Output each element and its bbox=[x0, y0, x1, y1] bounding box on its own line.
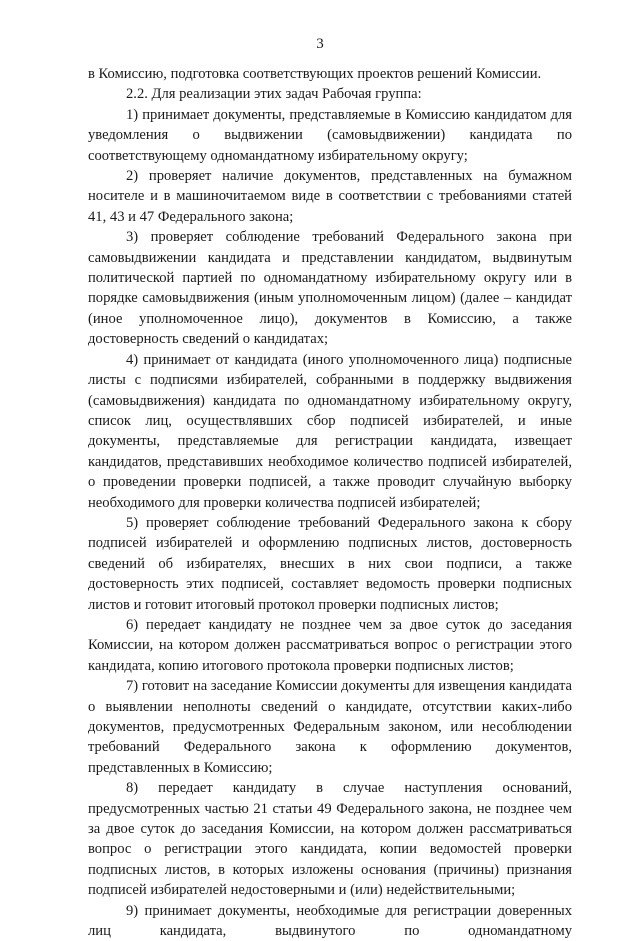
paragraph-item-3: 3) проверяет соблюдение требований Федерального закона при самовыдвижении кандидата и представлении кандидатом, выдвинутым политической партией по одномандатному избирательному округу или в порядке самовыдвижения (иным уполномоченным лицом) (далее – кандидат (иное уполномоченное лицо), документов в Комиссию, а также достоверность сведений о кандидатах; bbox=[88, 229, 572, 348]
document-body bbox=[88, 64, 572, 941]
paragraph-item-8: 8) передает кандидату в случае наступления оснований, предусмотренных частью 21 статьи 49 Федерального закона, не позднее чем за двое суток до заседания Комиссии, на котором должен рассматриваться вопрос о регистрации этого кандидата, копии ведомостей проверки подписных листов, в которых изложены основания (причины) признания подписей избирателей недостоверными и (или) недействительными; bbox=[88, 780, 572, 899]
paragraph-continuation: в Комиссию, подготовка соответствующих проектов решений Комиссии. bbox=[88, 66, 542, 82]
paragraph-item-2: 2) проверяет наличие документов, представленных на бумажном носителе и в машиночитаемом виде в соответствии с требованиями статей 41, 43 и 47 Федерального закона; bbox=[88, 168, 572, 225]
paragraph-item-9: 9) принимает документы, необходимые для регистрации доверенных лиц кандидата, выдвинутого по одномандатному bbox=[88, 902, 572, 940]
paragraph-item-6: 6) передает кандидату не позднее чем за двое суток до заседания Комиссии, на котором должен рассматриваться вопрос о регистрации этого кандидата, копию итогового протокола проверки подписных листов; bbox=[88, 616, 572, 674]
paragraph-item-1: 1) принимает документы, представляемые в Комиссию кандидатом для уведомления о выдвижении (самовыдвижении) кандидата по соответствующему одномандатному избирательному округу; bbox=[88, 106, 572, 164]
paragraph-item-7: 7) готовит на заседание Комиссии документы для извещения кандидата о выявлении неполноты сведений о кандидате, отсутствии каких-либо документов, предусмотренных Федеральным законом, или несоблюдении требований Федерального закона к оформлению документов, представленных в Комиссию; bbox=[88, 678, 572, 776]
paragraph-item-4: 4) принимает от кандидата (иного уполномоченного лица) подписные листы с подписями избирателей, собранными в поддержку выдвижения (самовыдвижения) кандидата по одномандатному избирательному округу, список лиц, осуществлявших сбор подписей избирателей, и иные документы, представляемые для регистрации кандидата, извещает кандидатов, представивших необходимое количество подписей избирателей, о проведении проверки подписей, а также проводит случайную выборку необходимого для проверки количества подписей избирателей; bbox=[88, 351, 572, 511]
paragraph-item-5: 5) проверяет соблюдение требований Федерального закона к сбору подписей избирателей и оформлению подписных листов, достоверность сведений об избирателях, внесших в них свои подписи, а также достоверность этих подписей, составляет ведомость проверки подписных листов и готовит итоговый протокол проверки подписных листов; bbox=[88, 514, 572, 613]
paragraph-section-2-2: 2.2. Для реализации этих задач Рабочая группа: bbox=[126, 86, 422, 103]
page-number: 3 bbox=[316, 36, 324, 52]
